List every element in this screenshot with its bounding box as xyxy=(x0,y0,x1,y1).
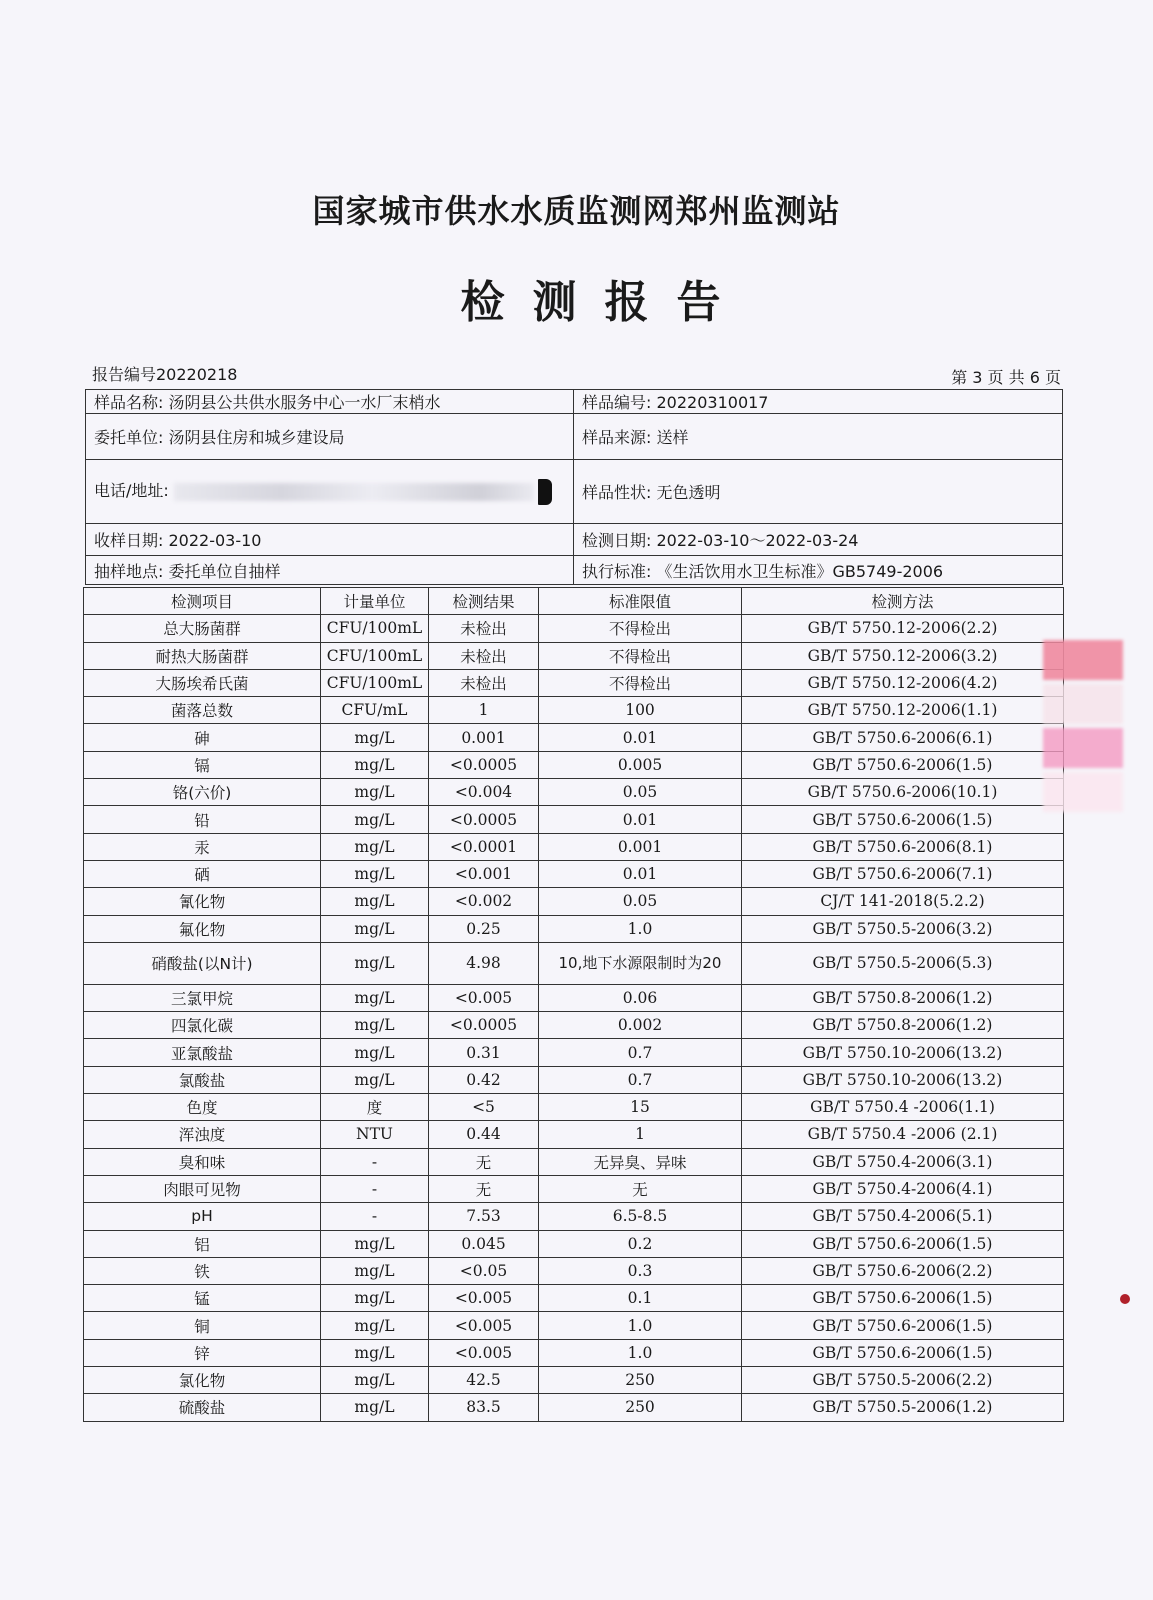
header-method: 检测方法 xyxy=(742,588,1064,615)
method: GB/T 5750.4 -2006 (2.1) xyxy=(742,1121,1064,1148)
limit: 0.005 xyxy=(539,751,742,778)
client: 汤阴县住房和城乡建设局 xyxy=(168,428,345,447)
result-row xyxy=(84,1175,1064,1202)
method: GB/T 5750.12-2006(1.1) xyxy=(742,697,1064,724)
test-item: 菌落总数 xyxy=(84,697,321,724)
method: GB/T 5750.4 -2006(1.1) xyxy=(742,1094,1064,1121)
result: <0.0005 xyxy=(429,806,539,833)
result-row xyxy=(84,1339,1064,1366)
limit: 0.3 xyxy=(539,1257,742,1284)
unit: mg/L xyxy=(321,1066,429,1093)
test-item: 肉眼可见物 xyxy=(84,1175,321,1202)
result: 0.25 xyxy=(429,915,539,942)
result: <0.005 xyxy=(429,1339,539,1366)
result: 83.5 xyxy=(429,1394,539,1421)
unit: mg/L xyxy=(321,779,429,806)
stamp-mark xyxy=(1043,728,1123,768)
phone-address-cell: 电话/地址: xyxy=(86,460,574,524)
result: 未检出 xyxy=(429,642,539,669)
result-row xyxy=(84,724,1064,751)
result-row xyxy=(84,860,1064,887)
test-item: 氯化物 xyxy=(84,1367,321,1394)
method: GB/T 5750.6-2006(1.5) xyxy=(742,1285,1064,1312)
result-row xyxy=(84,1121,1064,1148)
unit: mg/L xyxy=(321,984,429,1011)
limit: 1.0 xyxy=(539,915,742,942)
unit: CFU/mL xyxy=(321,697,429,724)
sample-no-cell: 样品编号: 20220310017 xyxy=(574,390,1063,414)
test-item: 亚氯酸盐 xyxy=(84,1039,321,1066)
result: 4.98 xyxy=(429,942,539,984)
result-row xyxy=(84,1039,1064,1066)
source-cell: 样品来源: 送样 xyxy=(574,414,1063,460)
unit: mg/L xyxy=(321,1230,429,1257)
client-cell: 委托单位: 汤阴县住房和城乡建设局 xyxy=(86,414,574,460)
unit: CFU/100mL xyxy=(321,669,429,696)
method: GB/T 5750.4-2006(5.1) xyxy=(742,1203,1064,1230)
method: GB/T 5750.10-2006(13.2) xyxy=(742,1039,1064,1066)
method: GB/T 5750.8-2006(1.2) xyxy=(742,1012,1064,1039)
result-row xyxy=(84,942,1064,984)
result: 0.42 xyxy=(429,1066,539,1093)
result-row xyxy=(84,779,1064,806)
test-item: 锰 xyxy=(84,1285,321,1312)
source: 送样 xyxy=(656,428,689,447)
stamp-mark xyxy=(1043,772,1123,812)
result: 0.045 xyxy=(429,1230,539,1257)
unit: - xyxy=(321,1148,429,1175)
result: <0.0005 xyxy=(429,751,539,778)
standard-cell: 执行标准: 《生活饮用水卫生标准》GB5749-2006 xyxy=(574,556,1063,585)
method: GB/T 5750.5-2006(3.2) xyxy=(742,915,1064,942)
unit: mg/L xyxy=(321,1285,429,1312)
test-item: 氯酸盐 xyxy=(84,1066,321,1093)
unit: mg/L xyxy=(321,751,429,778)
result-row xyxy=(84,1230,1064,1257)
test-item: 色度 xyxy=(84,1094,321,1121)
redaction-mark xyxy=(538,479,552,505)
limit: 0.2 xyxy=(539,1230,742,1257)
test-item: 四氯化碳 xyxy=(84,1012,321,1039)
method: GB/T 5750.12-2006(2.2) xyxy=(742,615,1064,642)
result: <0.004 xyxy=(429,779,539,806)
limit: 6.5-8.5 xyxy=(539,1203,742,1230)
result-row xyxy=(84,1394,1064,1421)
result: 0.001 xyxy=(429,724,539,751)
result-row xyxy=(84,888,1064,915)
unit: mg/L xyxy=(321,1257,429,1284)
unit: mg/L xyxy=(321,833,429,860)
result: 未检出 xyxy=(429,615,539,642)
limit: 不得检出 xyxy=(539,642,742,669)
test-item: 硫酸盐 xyxy=(84,1394,321,1421)
result: <0.005 xyxy=(429,1312,539,1339)
stamp-mark xyxy=(1043,684,1123,724)
limit: 1 xyxy=(539,1121,742,1148)
result: <5 xyxy=(429,1094,539,1121)
method: GB/T 5750.5-2006(5.3) xyxy=(742,942,1064,984)
sampling-location: 委托单位自抽样 xyxy=(168,561,281,581)
unit: mg/L xyxy=(321,888,429,915)
limit: 0.06 xyxy=(539,984,742,1011)
result: <0.005 xyxy=(429,984,539,1011)
method: GB/T 5750.8-2006(1.2) xyxy=(742,984,1064,1011)
result-row xyxy=(84,1012,1064,1039)
sample-name: 汤阴县公共供水服务中心一水厂末梢水 xyxy=(168,393,441,412)
limit: 10,地下水源限制时为20 xyxy=(539,942,742,984)
limit: 0.002 xyxy=(539,1012,742,1039)
test-item: 砷 xyxy=(84,724,321,751)
result: <0.05 xyxy=(429,1257,539,1284)
test-item: 硒 xyxy=(84,860,321,887)
result-row xyxy=(84,1066,1064,1093)
limit: 0.01 xyxy=(539,860,742,887)
test-item: 铬(六价) xyxy=(84,779,321,806)
result: 无 xyxy=(429,1148,539,1175)
unit: mg/L xyxy=(321,1394,429,1421)
result-row xyxy=(84,615,1064,642)
limit: 无异臭、异味 xyxy=(539,1148,742,1175)
result: 无 xyxy=(429,1175,539,1202)
results-header-row xyxy=(84,588,1064,615)
result: <0.002 xyxy=(429,888,539,915)
result-row xyxy=(84,669,1064,696)
ink-dot xyxy=(1120,1294,1130,1304)
result: 未检出 xyxy=(429,669,539,696)
method: GB/T 5750.10-2006(13.2) xyxy=(742,1066,1064,1093)
sample-info-table xyxy=(85,389,1063,585)
test-item: 铜 xyxy=(84,1312,321,1339)
unit: NTU xyxy=(321,1121,429,1148)
result-row xyxy=(84,1203,1064,1230)
report-title: 检测报告 xyxy=(460,277,749,328)
test-item: 锌 xyxy=(84,1339,321,1366)
method: GB/T 5750.6-2006(1.5) xyxy=(742,1230,1064,1257)
nature: 无色透明 xyxy=(656,483,721,502)
result: <0.0001 xyxy=(429,833,539,860)
test-item: pH xyxy=(84,1203,321,1230)
limit: 0.001 xyxy=(539,833,742,860)
unit: - xyxy=(321,1175,429,1202)
test-item: 铝 xyxy=(84,1230,321,1257)
result-row xyxy=(84,1094,1064,1121)
result-row xyxy=(84,915,1064,942)
result: 7.53 xyxy=(429,1203,539,1230)
sample-name-cell: 样品名称: 汤阴县公共供水服务中心一水厂末梢水 xyxy=(86,390,574,414)
limit: 0.05 xyxy=(539,779,742,806)
result-row xyxy=(84,833,1064,860)
test-item: 浑浊度 xyxy=(84,1121,321,1148)
method: GB/T 5750.4-2006(4.1) xyxy=(742,1175,1064,1202)
limit: 0.01 xyxy=(539,724,742,751)
test-item: 汞 xyxy=(84,833,321,860)
test-item: 铅 xyxy=(84,806,321,833)
report-number: 报告编号20220218 xyxy=(92,365,238,384)
limit: 不得检出 xyxy=(539,615,742,642)
limit: 250 xyxy=(539,1394,742,1421)
test-item: 氰化物 xyxy=(84,888,321,915)
test-item: 臭和味 xyxy=(84,1148,321,1175)
test-item: 氟化物 xyxy=(84,915,321,942)
unit: 度 xyxy=(321,1094,429,1121)
unit: mg/L xyxy=(321,915,429,942)
method: GB/T 5750.4-2006(3.1) xyxy=(742,1148,1064,1175)
method: GB/T 5750.6-2006(10.1) xyxy=(742,779,1064,806)
test-item: 大肠埃希氏菌 xyxy=(84,669,321,696)
result: <0.001 xyxy=(429,860,539,887)
limit: 0.1 xyxy=(539,1285,742,1312)
result: 42.5 xyxy=(429,1367,539,1394)
result: <0.0005 xyxy=(429,1012,539,1039)
standard: 《生活饮用水卫生标准》GB5749-2006 xyxy=(656,561,944,581)
unit: mg/L xyxy=(321,724,429,751)
unit: mg/L xyxy=(321,1367,429,1394)
result-row xyxy=(84,984,1064,1011)
result-row xyxy=(84,751,1064,778)
limit: 250 xyxy=(539,1367,742,1394)
result-row xyxy=(84,1367,1064,1394)
test-date-cell: 检测日期: 2022-03-10～2022-03-24 xyxy=(574,524,1063,556)
unit: - xyxy=(321,1203,429,1230)
limit: 0.7 xyxy=(539,1066,742,1093)
organization-title: 国家城市供水水质监测网郑州监测站 xyxy=(312,192,841,230)
result-row xyxy=(84,1312,1064,1339)
unit: CFU/100mL xyxy=(321,615,429,642)
result-row xyxy=(84,697,1064,724)
method: GB/T 5750.12-2006(4.2) xyxy=(742,669,1064,696)
method: GB/T 5750.12-2006(3.2) xyxy=(742,642,1064,669)
result: 0.31 xyxy=(429,1039,539,1066)
stamp-mark xyxy=(1043,640,1123,680)
header-limit: 标准限值 xyxy=(539,588,742,615)
sample-no: 20220310017 xyxy=(656,393,769,412)
header-unit: 计量单位 xyxy=(321,588,429,615)
method: GB/T 5750.6-2006(6.1) xyxy=(742,724,1064,751)
unit: mg/L xyxy=(321,942,429,984)
test-item: 耐热大肠菌群 xyxy=(84,642,321,669)
unit: mg/L xyxy=(321,1339,429,1366)
stamp-smudges xyxy=(1043,640,1123,816)
received-date-cell: 收样日期: 2022-03-10 xyxy=(86,524,574,556)
header-result: 检测结果 xyxy=(429,588,539,615)
page-info: 第 3 页 共 6 页 xyxy=(951,368,1061,387)
unit: mg/L xyxy=(321,1312,429,1339)
method: GB/T 5750.6-2006(2.2) xyxy=(742,1257,1064,1284)
unit: CFU/100mL xyxy=(321,642,429,669)
method: GB/T 5750.6-2006(1.5) xyxy=(742,1339,1064,1366)
limit: 100 xyxy=(539,697,742,724)
test-item: 铁 xyxy=(84,1257,321,1284)
limit: 1.0 xyxy=(539,1339,742,1366)
test-item: 三氯甲烷 xyxy=(84,984,321,1011)
test-date: 2022-03-10～2022-03-24 xyxy=(656,531,859,550)
test-item: 硝酸盐(以N计) xyxy=(84,942,321,984)
limit: 0.7 xyxy=(539,1039,742,1066)
unit: mg/L xyxy=(321,806,429,833)
test-item: 总大肠菌群 xyxy=(84,615,321,642)
method: GB/T 5750.6-2006(1.5) xyxy=(742,751,1064,778)
redacted-address xyxy=(174,483,534,501)
method: GB/T 5750.5-2006(2.2) xyxy=(742,1367,1064,1394)
results-body xyxy=(84,615,1064,1421)
limit: 1.0 xyxy=(539,1312,742,1339)
header-item: 检测项目 xyxy=(84,588,321,615)
results-table xyxy=(83,587,1064,1422)
result-row xyxy=(84,806,1064,833)
sampling-cell: 抽样地点: 委托单位自抽样 xyxy=(86,556,574,585)
unit: mg/L xyxy=(321,1012,429,1039)
result-row xyxy=(84,1257,1064,1284)
method: GB/T 5750.6-2006(8.1) xyxy=(742,833,1064,860)
result: 1 xyxy=(429,697,539,724)
limit: 0.01 xyxy=(539,806,742,833)
method: GB/T 5750.5-2006(1.2) xyxy=(742,1394,1064,1421)
method: CJ/T 141-2018(5.2.2) xyxy=(742,888,1064,915)
received-date: 2022-03-10 xyxy=(168,531,262,550)
nature-cell: 样品性状: 无色透明 xyxy=(574,460,1063,524)
result: 0.44 xyxy=(429,1121,539,1148)
limit: 不得检出 xyxy=(539,669,742,696)
method: GB/T 5750.6-2006(7.1) xyxy=(742,860,1064,887)
result-row xyxy=(84,1285,1064,1312)
result-row xyxy=(84,642,1064,669)
test-item: 镉 xyxy=(84,751,321,778)
unit: mg/L xyxy=(321,860,429,887)
limit: 0.05 xyxy=(539,888,742,915)
method: GB/T 5750.6-2006(1.5) xyxy=(742,806,1064,833)
result-row xyxy=(84,1148,1064,1175)
result: <0.005 xyxy=(429,1285,539,1312)
limit: 无 xyxy=(539,1175,742,1202)
unit: mg/L xyxy=(321,1039,429,1066)
method: GB/T 5750.6-2006(1.5) xyxy=(742,1312,1064,1339)
limit: 15 xyxy=(539,1094,742,1121)
